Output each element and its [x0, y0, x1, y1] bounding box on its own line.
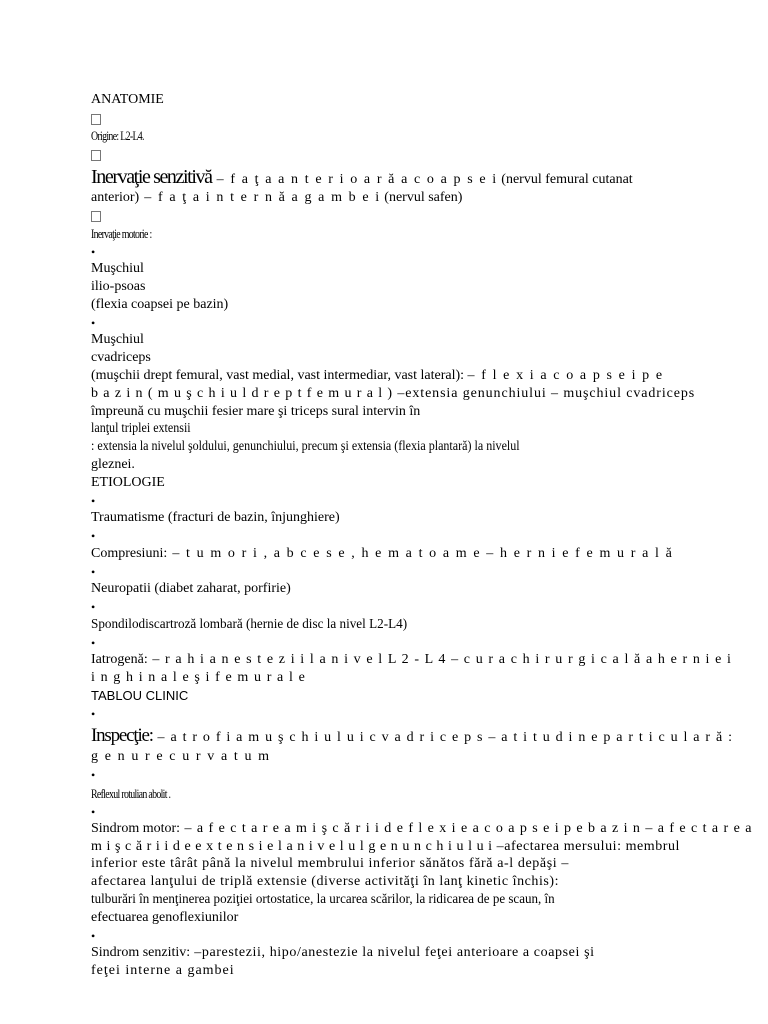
sindrom-motor-line4: afectarea lanţului de triplă extensie (diverse activităţi în lanţ kinetic închis):: [91, 874, 560, 889]
muschiul1-line3: (flexia coapsei pe bazin): [91, 297, 229, 312]
etiologie-item-compresiuni: Compresiuni: – t u m o r i , a b c e s e , h e m a t o a m e – h e r n i e f e m u r a l ă: [91, 546, 674, 561]
sindrom-motor-line2: m i ş c ă r i i d e e x t e n s i e l a n i v e l u l g e n u n c h i u l u i –afectarea mersului: membrul: [91, 839, 680, 854]
bullet: •: [91, 636, 96, 650]
bullet: •: [91, 494, 96, 508]
tablou-clinic-heading: TABLOU CLINIC: [91, 688, 189, 703]
inspectie-term: Inspecţie:: [91, 725, 153, 746]
etiologie-item-iatrogena-cont: i n g h i n a l e ş i f e m u r a l e: [91, 670, 306, 685]
muschiul2-line5: împreună cu muşchii fesier mare şi triceps sural intervin în: [91, 404, 421, 419]
muschiul1-line2: ilio-psoas: [91, 279, 146, 294]
muschiul1-line1: Muşchiul: [91, 261, 144, 276]
etiologie-heading: ETIOLOGIE: [91, 475, 165, 490]
bullet: •: [91, 565, 96, 579]
bullet: •: [91, 707, 96, 721]
reflex-rotulian-line: Reflexul rotulian abolit .: [91, 786, 171, 801]
etiologie-item-spondilodiscartroza: Spondilodiscartroză lombară (hernie de disc la nivel L2-L4): [91, 617, 408, 632]
etiologie-item-neuropatii: Neuropatii (diabet zaharat, porfirie): [91, 581, 291, 596]
bullet: •: [91, 805, 96, 819]
sindrom-motor-line3: inferior este târât până la nivelul membrului inferior sănătos fără a-l depăşi –: [91, 856, 569, 871]
muschiul2-line7: : extensia la nivelul şoldului, genunchiului, precum şi extensia (flexia plantară) la nivelul: [91, 439, 520, 454]
inervatie-senzitiva-line2: anterior) – f a ţ a i n t e r n ă a g a m b e i (nervul safen): [91, 190, 463, 205]
sindrom-motor-line5: tulburări în menţinerea poziţiei ortostatice, la urcarea scărilor, la ridicarea de pe scaun, în: [91, 892, 555, 907]
muschiul2-line4: b a z i n ( m u ş c h i u l d r e p t f e m u r a l ) –extensia genunchiului – muşchiul cvadriceps: [91, 386, 696, 401]
inervatie-senzitiva-term: Inervaţie senzitivă: [91, 166, 212, 188]
bullet: •: [91, 600, 96, 614]
sindrom-motor-line1: Sindrom motor: – a f e c t a r e a m i ş c ă r i i d e f l e x i e a c o a p s e i p e b a z i n – a f e c t a r e a: [91, 821, 753, 836]
sindrom-senzitiv-line2: feţei interne a gambei: [91, 963, 235, 978]
bullet: •: [91, 768, 96, 782]
sindrom-senzitiv-line1: Sindrom senzitiv: –parestezii, hipo/anestezie la nivelul feţei anterioare a coapsei şi: [91, 945, 595, 960]
inspectie-line1: Inspecţie: – a t r o f i a m u ş c h i u l u i c v a d r i c e p s – a t i t u d i n e p a r t i c u l a r ă :: [91, 725, 734, 746]
inspectie-line2: g e n u r e c u r v a t u m: [91, 749, 271, 764]
sindrom-motor-line6: efectuarea genoflexiunilor: [91, 910, 239, 925]
bullet: •: [91, 529, 96, 543]
inervatie-motorie-heading: Inervaţie motorie :: [91, 226, 152, 241]
etiologie-item-iatrogena: Iatrogenă: – r a h i a n e s t e z i i l a n i v e l L 2 - L 4 – c u r a c h i r u r g i c a l ă a h e r n i e i: [91, 652, 733, 667]
muschiul2-line3: (muşchii drept femural, vast medial, vast intermediar, vast lateral): – f l e x i a c o a p s e i p e: [91, 368, 664, 383]
inervatie-senzitiva-line1: Inervaţie senzitivă – f a ţ a a n t e r i o a r ă a c o a p s e i (nervul femural cutanat: [91, 166, 633, 188]
heading-anatomie: ANATOMIE: [91, 92, 164, 107]
bullet: •: [91, 316, 96, 330]
placeholder-box-icon: [91, 146, 101, 167]
muschiul2-line8: gleznei.: [91, 457, 135, 472]
muschiul2-line2: cvadriceps: [91, 350, 151, 365]
muschiul2-line6: lanţul triplei extensii: [91, 421, 191, 436]
etiologie-item-traumatisme: Traumatisme (fracturi de bazin, înjunghiere): [91, 510, 340, 525]
origine-line: Origine: L2-L4.: [91, 128, 144, 143]
muschiul2-line1: Muşchiul: [91, 332, 144, 347]
bullet: •: [91, 245, 96, 259]
bullet: •: [91, 929, 96, 943]
